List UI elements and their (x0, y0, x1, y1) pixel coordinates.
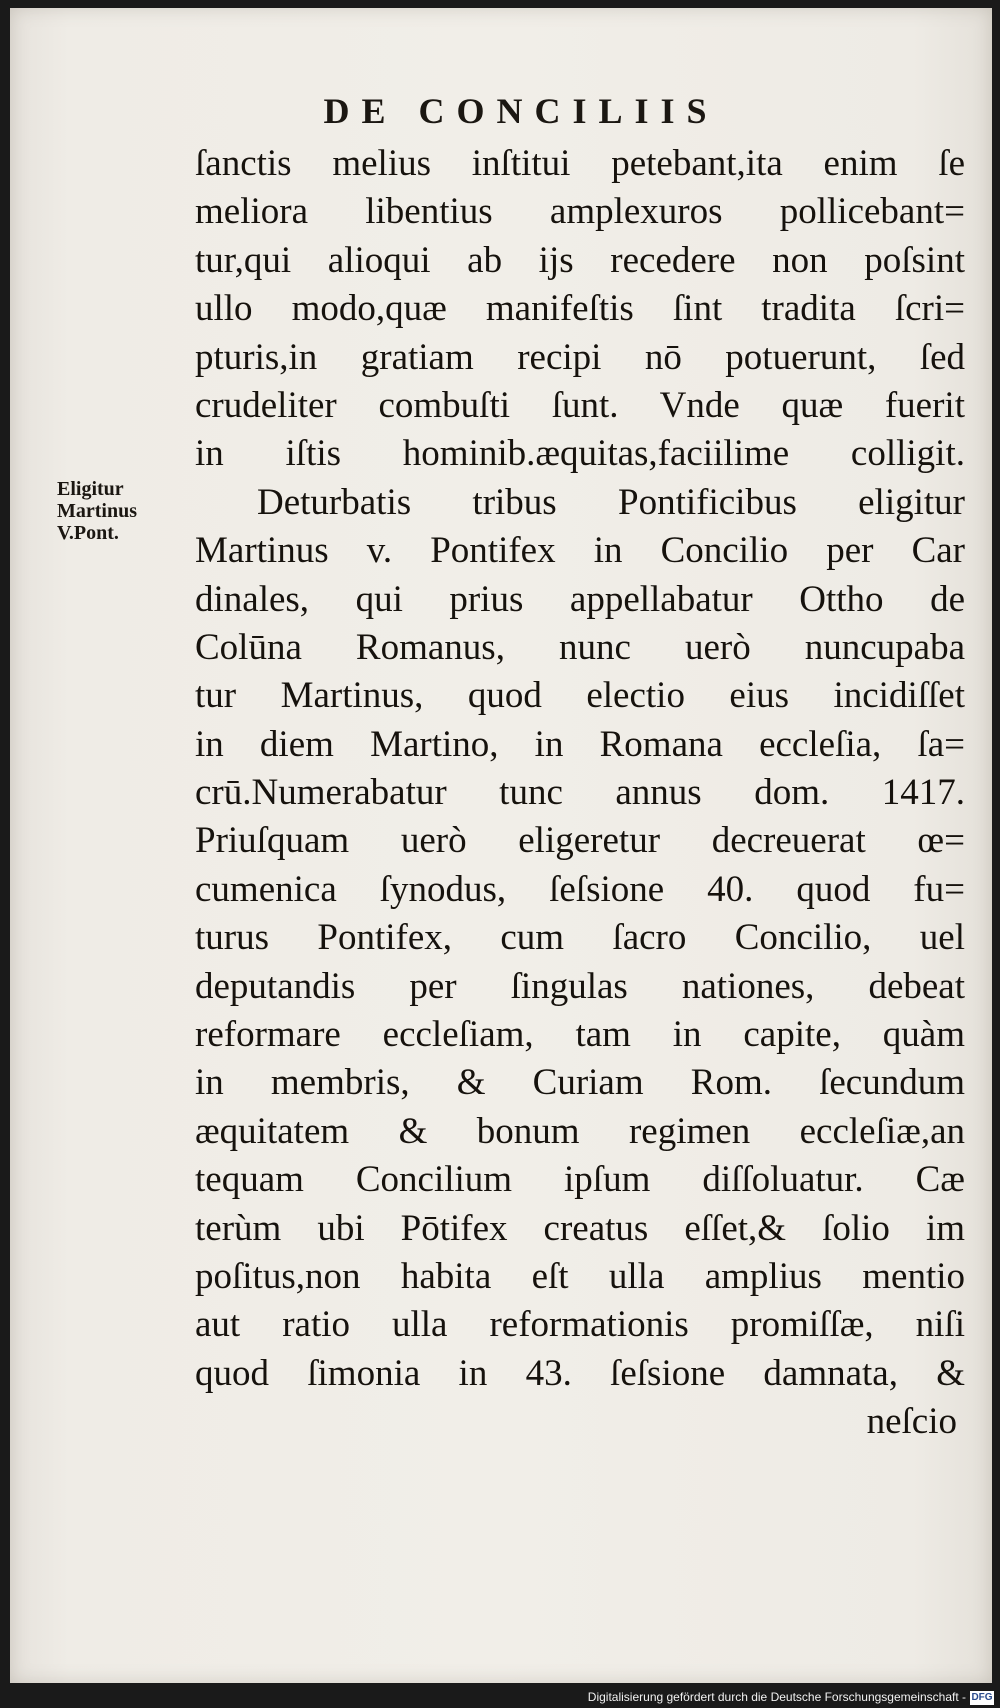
text-line: tur,qui alioqui ab ijs recedere non poſsint (195, 239, 965, 281)
marginal-note-line: Eligitur (57, 478, 124, 500)
text-line: ſanctis melius inſtitui petebant,ita enim ſe (195, 143, 965, 184)
text-line: cumenica ſynodus, ſeſsione 40. quod fu= (195, 868, 965, 910)
text-line: Priuſquam uerò eligeretur decreuerat œ= (195, 820, 965, 862)
text-line: meliora libentius amplexuros pollicebant= (195, 191, 965, 233)
text-line: in iſtis hominib.æquitas,faciilime colligit. (195, 433, 965, 475)
text-line: poſitus,non habita eſt ulla amplius mentio (195, 1255, 965, 1297)
text-line: Colūna Romanus, nunc uerò nuncupaba (195, 626, 965, 668)
text-line: deputandis per ſingulas nationes, debeat (195, 965, 965, 1007)
text-line: tequam Concilium ipſum diſſoluatur. Cæ (195, 1159, 965, 1201)
body-text (195, 140, 965, 1447)
text-line: pturis,in gratiam recipi nō potuerunt, ſed (195, 336, 965, 378)
text-line: terùm ubi Pōtifex creatus eſſet,& ſolio im (195, 1207, 965, 1249)
footer-bar (0, 1683, 1000, 1708)
text-line: reformare eccleſiam, tam in capite, quàm (195, 1014, 965, 1056)
text-line: crudeliter combuſti ſunt. Vnde quæ fuerit (195, 384, 965, 426)
text-line: æquitatem & bonum regimen eccleſiæ,an (195, 1110, 965, 1152)
footer-credit: Digitalisierung gefördert durch die Deutsche Forschungsgemeinschaft - (587, 1690, 966, 1704)
text-line: in diem Martino, in Romana eccleſia, ſa= (195, 723, 965, 765)
catchword: neſcio (866, 1401, 957, 1443)
dfg-logo-icon[interactable]: DFG (971, 1692, 993, 1703)
text-line: dinales, qui prius appellabatur Ottho de (195, 578, 965, 620)
book-page (10, 8, 992, 1683)
text-line: in membris, & Curiam Rom. ſecundum (195, 1062, 965, 1104)
text-line: ullo modo,quæ manifeſtis ſint tradita ſcri= (195, 288, 965, 330)
marginal-note (57, 478, 177, 544)
text-line: quod ſimonia in 43. ſeſsione damnata, & (195, 1352, 965, 1394)
text-line: tur Martinus, quod electio eius incidiſſet (195, 675, 965, 717)
paragraph-start-line: Deturbatis tribus Pontificibus eligitur (257, 481, 965, 523)
text-line: turus Pontifex, cum ſacro Concilio, uel (195, 917, 965, 959)
marginal-note-line: Martinus (57, 500, 137, 522)
text-line: crū.Numerabatur tunc annus dom. 1417. (195, 772, 965, 814)
text-line: aut ratio ulla reformationis promiſſæ, niſi (195, 1304, 965, 1346)
running-head: DE CONCILIIS (323, 91, 719, 131)
text-line: Martinus v. Pontifex in Concilio per Car (195, 530, 965, 572)
marginal-note-line: V.Pont. (57, 522, 119, 544)
